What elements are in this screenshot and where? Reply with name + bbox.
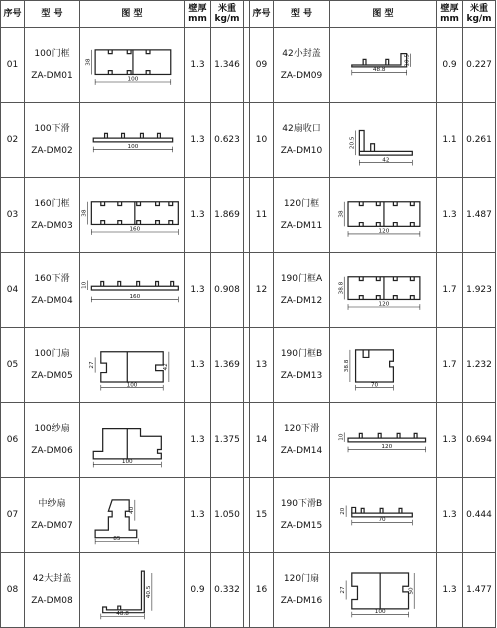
model-cell: [274, 178, 330, 253]
dimension-label: 38: [338, 210, 345, 218]
header-seq: 序号: [250, 1, 274, 28]
seq-number: 04: [1, 253, 25, 328]
model-code: ZA-DM16: [280, 596, 323, 606]
wall-thickness: 1.3: [185, 403, 211, 478]
wall-thickness: 1.3: [185, 328, 211, 403]
profile-drawing-za-dm15: [330, 478, 437, 553]
meter-weight: 1.923: [463, 253, 496, 328]
seq-number: 09: [250, 28, 274, 103]
table-row: [1, 328, 496, 403]
model-cell: [25, 403, 80, 478]
profile-drawing-za-dm10: [330, 103, 437, 178]
dimension-label: 100: [127, 144, 139, 151]
seq-number: 11: [250, 178, 274, 253]
profile-section-drawing: [331, 406, 435, 474]
seq-number: 03: [1, 178, 25, 253]
wall-thickness: 1.3: [185, 103, 211, 178]
model-cell: [274, 103, 330, 178]
profile-section-drawing: [331, 181, 435, 249]
dimension-label: 85: [113, 536, 121, 543]
meter-weight: 0.694: [463, 403, 496, 478]
profile-drawing-za-dm14: [330, 403, 437, 478]
wall-thickness: 1.3: [437, 478, 463, 553]
model-cell: [274, 28, 330, 103]
dimension-label: 70: [370, 382, 379, 389]
model-code: ZA-DM03: [31, 221, 73, 231]
header-row: [1, 1, 496, 28]
table-row: [1, 403, 496, 478]
wall-thickness: 1.7: [437, 253, 463, 328]
wall-thickness: 1.3: [185, 478, 211, 553]
profile-drawing-za-dm11: [330, 178, 437, 253]
dimension-label: 160: [129, 226, 141, 233]
profile-section-drawing: [331, 556, 435, 624]
seq-number: 13: [250, 328, 274, 403]
profile-drawing-za-dm03: [80, 178, 185, 253]
meter-weight: 1.346: [211, 28, 244, 103]
table-body: [1, 28, 496, 628]
model-code: ZA-DM01: [31, 71, 73, 81]
profile-section-drawing: [331, 256, 435, 324]
meter-weight: 0.623: [211, 103, 244, 178]
seq-number: 15: [250, 478, 274, 553]
profile-section-drawing: [331, 106, 435, 174]
table-row: [1, 103, 496, 178]
model-code: ZA-DM04: [31, 296, 73, 306]
wall-thickness: 1.3: [185, 28, 211, 103]
model-name: 160下滑: [34, 274, 70, 284]
model-name: 100门扇: [34, 349, 70, 359]
model-name: 42小封盖: [282, 49, 321, 59]
model-code: ZA-DM10: [280, 146, 323, 156]
meter-weight: 0.444: [463, 478, 496, 553]
meter-weight: 0.261: [463, 103, 496, 178]
header-drawing: 图 型: [80, 1, 185, 28]
dimension-label: 40.5: [145, 585, 152, 599]
dimension-label: 42: [162, 363, 169, 371]
dimension-label: 70: [378, 517, 386, 524]
dimension-label: 48.8: [372, 67, 386, 74]
model-name: 42大封盖: [32, 574, 72, 584]
dimension-label: 27: [340, 586, 347, 594]
seq-number: 05: [1, 328, 25, 403]
dimension-label: 20: [340, 507, 347, 515]
model-cell: [25, 178, 80, 253]
meter-weight: 1.375: [211, 403, 244, 478]
dimension-label: 42: [382, 157, 390, 164]
model-name: 100下滑: [34, 124, 70, 134]
model-code: ZA-DM12: [280, 296, 323, 306]
profile-section-drawing: [80, 181, 184, 249]
dimension-label: 10: [81, 281, 88, 289]
header-wall: 壁厚 mm: [437, 1, 463, 28]
dimension-label: 100: [374, 609, 386, 616]
header-model: 型 号: [274, 1, 330, 28]
model-name: 190门框A: [280, 274, 323, 284]
model-code: ZA-DM06: [31, 446, 73, 456]
wall-thickness: 1.1: [437, 103, 463, 178]
profile-drawing-za-dm09: [330, 28, 437, 103]
model-name: 190门框B: [280, 349, 323, 359]
dimension-label: 100: [121, 459, 133, 466]
table-row: [1, 28, 496, 103]
profile-drawing-za-dm01: [80, 28, 185, 103]
model-code: ZA-DM15: [280, 521, 323, 531]
profile-drawing-za-dm02: [80, 103, 185, 178]
profile-drawing-za-dm04: [80, 253, 185, 328]
model-code: ZA-DM05: [31, 371, 73, 381]
header-seq: 序号: [1, 1, 25, 28]
dimension-label: 120: [378, 228, 390, 235]
header-weight: 米重 kg/m: [211, 1, 244, 28]
header-weight: 米重 kg/m: [463, 1, 496, 28]
meter-weight: 0.908: [211, 253, 244, 328]
model-code: ZA-DM08: [31, 596, 73, 606]
meter-weight: 1.477: [463, 553, 496, 628]
model-cell: [274, 553, 330, 628]
model-name: 中纱扇: [38, 499, 66, 509]
dimension-label: 100: [126, 382, 138, 389]
profile-section-drawing: [80, 556, 184, 624]
model-code: ZA-DM07: [31, 521, 73, 531]
model-name: 120门扇: [283, 574, 320, 584]
model-name: 190下滑B: [280, 499, 323, 509]
dimension-label: 120: [378, 301, 390, 308]
profile-drawing-za-dm16: [330, 553, 437, 628]
model-cell: [274, 253, 330, 328]
model-name: 120门框: [283, 199, 320, 209]
model-cell: [25, 28, 80, 103]
meter-weight: 1.369: [211, 328, 244, 403]
dimension-label: 120: [381, 444, 393, 451]
table-row: [1, 178, 496, 253]
profile-section-drawing: [80, 406, 184, 474]
model-cell: [25, 553, 80, 628]
dimension-label: 100: [127, 76, 139, 83]
header-wall: 壁厚 mm: [185, 1, 211, 28]
model-name: 100门框: [34, 49, 70, 59]
model-code: ZA-DM09: [280, 71, 323, 81]
header-drawing: 图 型: [330, 1, 437, 28]
model-cell: [25, 253, 80, 328]
wall-thickness: 1.3: [437, 178, 463, 253]
model-name: 42扇收口: [282, 124, 321, 134]
profile-drawing-za-dm12: [330, 253, 437, 328]
model-name: 120下滑: [283, 424, 320, 434]
model-cell: [274, 328, 330, 403]
profile-section-drawing: [80, 331, 184, 399]
table-row: [1, 478, 496, 553]
seq-number: 12: [250, 253, 274, 328]
table-row: [1, 553, 496, 628]
profile-section-drawing: [80, 31, 184, 99]
model-cell: [274, 478, 330, 553]
dimension-label: 38.8: [338, 281, 345, 295]
profile-drawing-za-dm08: [80, 553, 185, 628]
profile-drawing-za-dm05: [80, 328, 185, 403]
header-model: 型 号: [25, 1, 80, 28]
model-cell: [25, 103, 80, 178]
dimension-label: 10: [338, 433, 345, 441]
dimension-label: 38: [81, 209, 88, 217]
profile-section-drawing: [331, 481, 435, 549]
seq-number: 06: [1, 403, 25, 478]
wall-thickness: 0.9: [185, 553, 211, 628]
table-row: [1, 253, 496, 328]
wall-thickness: 1.3: [437, 403, 463, 478]
dimension-label: 48.8: [116, 611, 129, 618]
dimension-label: 38.8: [344, 359, 351, 373]
meter-weight: 0.227: [463, 28, 496, 103]
profile-section-drawing: [80, 256, 184, 324]
meter-weight: 1.232: [463, 328, 496, 403]
seq-number: 01: [1, 28, 25, 103]
model-name: 100纱扇: [34, 424, 70, 434]
profile-drawing-za-dm06: [80, 403, 185, 478]
meter-weight: 1.869: [211, 178, 244, 253]
model-name: 160门框: [34, 199, 70, 209]
profile-drawing-za-dm07: [80, 478, 185, 553]
model-cell: [274, 403, 330, 478]
seq-number: 14: [250, 403, 274, 478]
dimension-label: 40: [128, 506, 135, 514]
dimension-label: 50: [408, 587, 415, 595]
seq-number: 02: [1, 103, 25, 178]
model-cell: [25, 478, 80, 553]
model-code: ZA-DM13: [280, 371, 323, 381]
seq-number: 16: [250, 553, 274, 628]
seq-number: 08: [1, 553, 25, 628]
model-code: ZA-DM11: [280, 221, 323, 231]
profile-drawing-za-dm13: [330, 328, 437, 403]
profile-section-drawing: [331, 31, 435, 99]
profile-section-drawing: [80, 481, 184, 549]
model-code: ZA-DM14: [280, 446, 323, 456]
dimension-label: 160: [129, 294, 141, 301]
profile-section-drawing: [331, 331, 435, 399]
meter-weight: 1.050: [211, 478, 244, 553]
profile-section-drawing: [80, 106, 184, 174]
model-cell: [25, 328, 80, 403]
meter-weight: 0.332: [211, 553, 244, 628]
dimension-label: 20.5: [349, 136, 356, 150]
wall-thickness: 1.3: [185, 178, 211, 253]
wall-thickness: 1.3: [437, 553, 463, 628]
model-code: ZA-DM02: [31, 146, 73, 156]
wall-thickness: 1.7: [437, 328, 463, 403]
dimension-label: 27: [89, 361, 96, 369]
meter-weight: 1.487: [463, 178, 496, 253]
wall-thickness: 0.9: [437, 28, 463, 103]
seq-number: 10: [250, 103, 274, 178]
dimension-label: 38: [85, 58, 92, 66]
wall-thickness: 1.3: [185, 253, 211, 328]
seq-number: 07: [1, 478, 25, 553]
dimension-label: 10.5: [404, 53, 411, 67]
